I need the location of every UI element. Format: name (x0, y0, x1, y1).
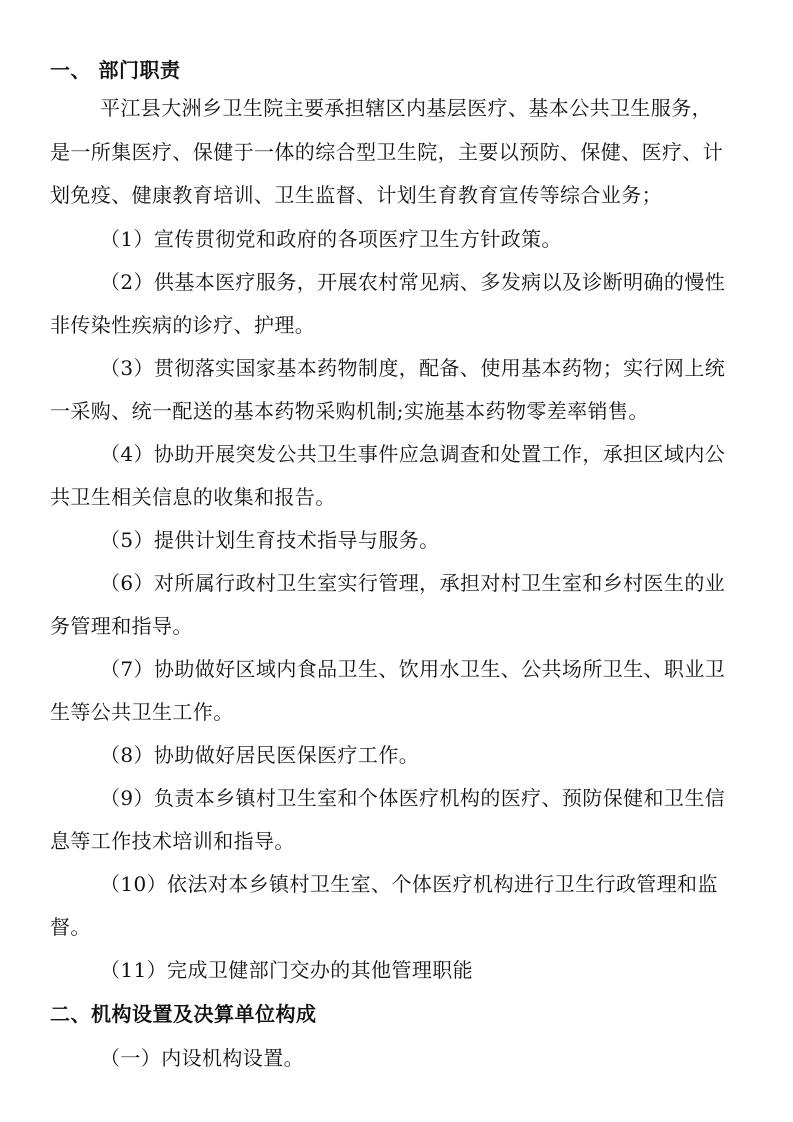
item-3-line-2: 一采购、统一配送的基本药物采购机制;实施基本药物零差率销售。 (50, 399, 649, 423)
item-1-line-1: （1）宣传贯彻党和政府的各项医疗卫生方针政策。 (100, 227, 562, 251)
item-8-line-1: （8）协助做好居民医保医疗工作。 (100, 743, 420, 767)
intro-line-2: 是一所集医疗、保健于一体的综合型卫生院，主要以预防、保健、医疗、计 (50, 140, 724, 164)
item-7-line-2: 生等公共卫生工作。 (50, 700, 234, 724)
item-7-line-1: （7）协助做好区域内食品卫生、饮用水卫生、公共场所卫生、职业卫 (100, 657, 726, 681)
item-11-line-1: （11）完成卫健部门交办的其他管理职能 (100, 958, 474, 982)
item-6-line-2: 务管理和指导。 (50, 614, 193, 638)
item-3-line-1: （3）贯彻落实国家基本药物制度，配备、使用基本药物；实行网上统 (100, 356, 726, 380)
item-10-line-1: （10）依法对本乡镇村卫生室、个体医疗机构进行卫生行政管理和监 (100, 872, 718, 896)
section-2-heading: 二、机构设置及决算单位构成 (50, 1002, 317, 1026)
item-4-line-1: （4）协助开展突发公共卫生事件应急调查和处置工作，承担区域内公 (100, 442, 726, 466)
section-1-heading: 一、 部门职责 (50, 58, 181, 82)
section-2-subheading: （一）内设机构设置。 (100, 1046, 304, 1070)
item-10-line-2: 督。 (50, 915, 91, 939)
item-2-line-1: （2）供基本医疗服务，开展农村常见病、多发病以及诊断明确的慢性 (100, 270, 726, 294)
item-2-line-2: 非传染性疾病的诊疗、护理。 (50, 313, 316, 337)
item-9-line-1: （9）负责本乡镇村卫生室和个体医疗机构的医疗、预防保健和卫生信 (100, 786, 726, 810)
intro-line-3: 划免疫、健康教育培训、卫生监督、计划生育教育宣传等综合业务； (50, 183, 662, 207)
item-5-line-1: （5）提供计划生育技术指导与服务。 (100, 528, 440, 552)
intro-line-1: 平江县大洲乡卫生院主要承担辖区内基层医疗、基本公共卫生服务， (100, 96, 712, 120)
item-4-line-2: 共卫生相关信息的收集和报告。 (50, 485, 336, 509)
item-6-line-1: （6）对所属行政村卫生室实行管理，承担对村卫生室和乡村医生的业 (100, 571, 726, 595)
item-9-line-2: 息等工作技术培训和指导。 (50, 829, 295, 853)
